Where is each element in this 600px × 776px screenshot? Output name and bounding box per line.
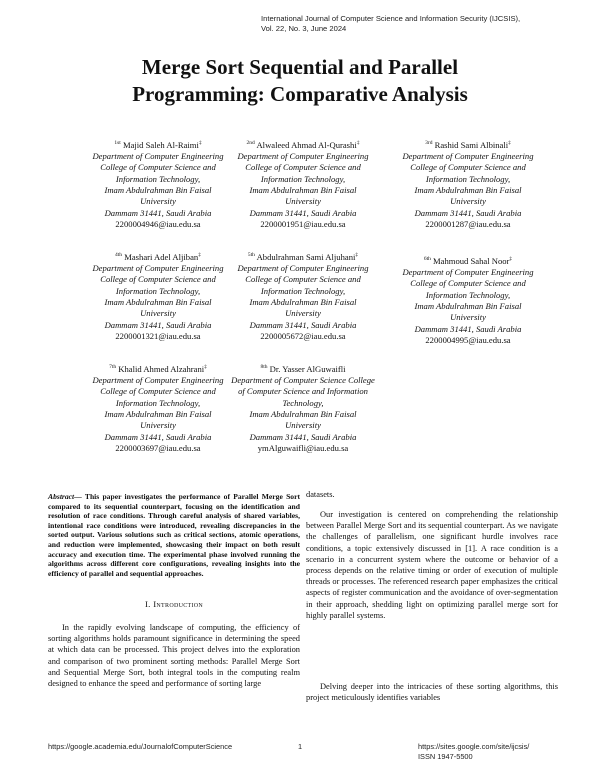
abstract-label: Abstract bbox=[48, 492, 75, 501]
author-dept: Department of Computer Engineering bbox=[92, 375, 224, 386]
author-college1: College of Computer Science and bbox=[410, 278, 526, 289]
author-dept: Department of Computer Engineering bbox=[402, 151, 534, 162]
author-ordinal: 6th bbox=[423, 256, 431, 262]
author-ordinal: 1st bbox=[114, 140, 121, 146]
author-email[interactable]: 2200001951@iau.edu.sa bbox=[260, 218, 346, 229]
footer-issn: ISSN 1947-5500 bbox=[418, 751, 473, 761]
page-number: 1 bbox=[298, 742, 303, 751]
author-name-text: Abdulrahman Sami Aljuhani bbox=[256, 251, 356, 262]
author-5 bbox=[213, 250, 393, 342]
author-ordinal: 2nd bbox=[246, 140, 255, 146]
author-email[interactable]: 2200001321@iau.edu.sa bbox=[115, 330, 201, 341]
section-number: I. bbox=[144, 599, 151, 609]
footer-right bbox=[418, 742, 529, 761]
author-college1: College of Computer Science and bbox=[410, 162, 526, 173]
author-2 bbox=[213, 138, 393, 230]
author-ordinal: 5th bbox=[247, 252, 255, 258]
intro-paragraph-2: Our investigation is centered on comprehending the relationship between Parallel Merge Sort and its sequential counterpart. As we navigate the challenges of parallelism, one significant hurdle involves race conditions, a topic extensively discussed in [1]. A race condition is a scenario in a concurrent system where the outcome or behavior of a process depends on the relative timing or order of execution of multiple threads or processes. The referenced research paper emphasizes the critical aspects of register communication and the avoidance of over-segmentation in their approach, shedding light on optimizing parallel merge sort for highly parallel systems. bbox=[306, 510, 558, 620]
author-email[interactable]: 2200001287@iau.edu.sa bbox=[425, 218, 511, 229]
intro-paragraph-1: In the rapidly evolving landscape of computing, the efficiency of sorting algorithms holds paramount significance in determining the speed at which data can be processed. This project delves into the exploration and comparison of two prominent sorting methods: Parallel Merge Sort and Sequential Merge Sort, both integral tools in the computing realm designed to enhance the speed and performance of sorting large bbox=[48, 623, 300, 689]
author-name-text: Majid Saleh Al-Raimi bbox=[122, 139, 199, 150]
author-mark: ‡ bbox=[198, 252, 201, 258]
paper-title-line-2: Programming: Comparative Analysis bbox=[132, 82, 468, 106]
author-mark: ‡ bbox=[198, 140, 202, 146]
author-college1: College of Computer Science and bbox=[100, 162, 216, 173]
author-name bbox=[213, 138, 393, 151]
author-mark: ‡ bbox=[356, 140, 360, 146]
author-univ1: Imam Abdulrahman Bin Faisal bbox=[249, 297, 357, 308]
author-email[interactable]: 2200003697@iau.edu.sa bbox=[115, 442, 201, 453]
author-dept: Department of Computer Engineering bbox=[402, 267, 534, 278]
author-mark: ‡ bbox=[204, 364, 207, 370]
author-name-text: Mahmoud Sahal Noor bbox=[433, 255, 510, 266]
author-city: Dammam 31441, Saudi Arabia bbox=[249, 431, 357, 442]
author-name-text: Alwaleed Ahmad Al-Qurashi bbox=[256, 139, 357, 150]
author-name-text: Mashari Adel Aljiban bbox=[124, 251, 199, 262]
journal-volume: Vol. 22, No. 3, June 2024 bbox=[261, 24, 347, 33]
right-column-continuation: datasets. bbox=[306, 490, 335, 499]
author-email[interactable]: 2200004946@iau.edu.sa bbox=[115, 218, 201, 229]
author-city: Dammam 31441, Saudi Arabia bbox=[414, 323, 522, 334]
author-univ2: University bbox=[285, 196, 321, 207]
author-city: Dammam 31441, Saudi Arabia bbox=[249, 319, 357, 330]
author-ordinal: 8th bbox=[260, 364, 268, 370]
author-univ1: Imam Abdulrahman Bin Faisal bbox=[249, 185, 357, 196]
author-city: Dammam 31441, Saudi Arabia bbox=[249, 207, 357, 218]
author-college1: of Computer Science and Information bbox=[238, 386, 368, 397]
author-mark: ‡ bbox=[508, 140, 511, 146]
abstract bbox=[48, 492, 300, 578]
author-college1: College of Computer Science and bbox=[245, 162, 361, 173]
author-college2: Information Technology, bbox=[260, 285, 346, 296]
paper-title-line-1: Merge Sort Sequential and Parallel bbox=[141, 55, 459, 79]
author-ordinal: 7th bbox=[109, 364, 117, 370]
author-city: Dammam 31441, Saudi Arabia bbox=[104, 431, 212, 442]
author-college1: College of Computer Science and bbox=[100, 274, 216, 285]
author-college2: Information Technology, bbox=[115, 285, 201, 296]
author-name bbox=[213, 250, 393, 263]
author-ordinal: 3rd bbox=[425, 140, 433, 146]
author-college2: Information Technology, bbox=[425, 173, 511, 184]
footer-right-link[interactable]: https://sites.google.com/site/ijcsis/ bbox=[418, 742, 530, 751]
intro-paragraph-3: Delving deeper into the intricacies of these sorting algorithms, this project meticulously identifies variables bbox=[306, 682, 558, 703]
author-email[interactable]: 2200004995@iau.edu.sa bbox=[425, 334, 511, 345]
author-univ2: University bbox=[450, 312, 486, 323]
author-6 bbox=[378, 254, 558, 346]
author-dept: Department of Computer Engineering bbox=[92, 263, 224, 274]
footer-left-link[interactable]: https://google.academia.edu/JournalofComputerScience bbox=[48, 742, 233, 751]
author-univ1: Imam Abdulrahman Bin Faisal bbox=[104, 297, 212, 308]
author-univ2: University bbox=[140, 196, 176, 207]
author-name-text: Dr. Yasser AlGuwaifli bbox=[269, 363, 346, 374]
author-univ2: University bbox=[285, 420, 321, 431]
author-dept: Department of Computer Engineering bbox=[237, 151, 369, 162]
section-heading-introduction bbox=[48, 599, 300, 609]
author-name bbox=[378, 138, 558, 151]
abstract-dash: — bbox=[74, 492, 85, 501]
author-univ2: University bbox=[450, 196, 486, 207]
author-city: Dammam 31441, Saudi Arabia bbox=[104, 207, 212, 218]
author-univ2: University bbox=[140, 420, 176, 431]
author-8 bbox=[213, 362, 393, 454]
author-email[interactable]: ymAlguwaifli@iau.edu.sa bbox=[257, 442, 349, 453]
author-univ2: University bbox=[285, 308, 321, 319]
author-univ1: Imam Abdulrahman Bin Faisal bbox=[104, 409, 212, 420]
author-mark: ‡ bbox=[509, 256, 513, 262]
author-college1: College of Computer Science and bbox=[100, 386, 216, 397]
journal-name: International Journal of Computer Science and Information Security (IJCSIS), bbox=[261, 14, 521, 23]
author-college1: College of Computer Science and bbox=[245, 274, 361, 285]
author-dept: Department of Computer Engineering bbox=[92, 151, 224, 162]
author-city: Dammam 31441, Saudi Arabia bbox=[104, 319, 212, 330]
author-email[interactable]: 2200005672@iau.edu.sa bbox=[260, 330, 346, 341]
author-name-text: Khalid Ahmed Alzahrani bbox=[118, 363, 205, 374]
author-3 bbox=[378, 138, 558, 230]
author-univ1: Imam Abdulrahman Bin Faisal bbox=[104, 185, 212, 196]
author-univ2: University bbox=[140, 308, 176, 319]
abstract-text: This paper investigates the performance of Parallel Merge Sort compared to its sequential counterpart, focusing on the identification and resolution of race conditions. Through careful analysis of shared variables, intentional race conditions were introduced, revealing discrepancies in the sorted output. Various solutions such as critical sections, atomic operations, and reduction were implemented, showcasing their impact on both result accuracy and execution time. The experimental phase involved running the algorithms across different core configurations, revealing insights into the efficiency of parallel and sequential approaches. bbox=[48, 492, 300, 578]
author-city: Dammam 31441, Saudi Arabia bbox=[414, 207, 522, 218]
author-college2: Technology, bbox=[282, 397, 324, 408]
author-name bbox=[213, 362, 393, 375]
author-mark: ‡ bbox=[355, 252, 359, 258]
author-college2: Information Technology, bbox=[115, 397, 201, 408]
author-name bbox=[378, 254, 558, 267]
paper-title bbox=[0, 54, 600, 108]
author-college2: Information Technology, bbox=[425, 289, 511, 300]
author-dept: Department of Computer Engineering bbox=[237, 263, 369, 274]
author-ordinal: 4th bbox=[115, 252, 123, 258]
author-dept: Department of Computer Science College bbox=[231, 375, 375, 386]
author-univ1: Imam Abdulrahman Bin Faisal bbox=[414, 301, 522, 312]
author-college2: Information Technology, bbox=[115, 173, 201, 184]
author-name-text: Rashid Sami Albinali bbox=[434, 139, 509, 150]
author-univ1: Imam Abdulrahman Bin Faisal bbox=[249, 409, 357, 420]
author-univ1: Imam Abdulrahman Bin Faisal bbox=[414, 185, 522, 196]
journal-header bbox=[261, 14, 520, 34]
section-title: Introduction bbox=[153, 599, 204, 609]
author-college2: Information Technology, bbox=[260, 173, 346, 184]
